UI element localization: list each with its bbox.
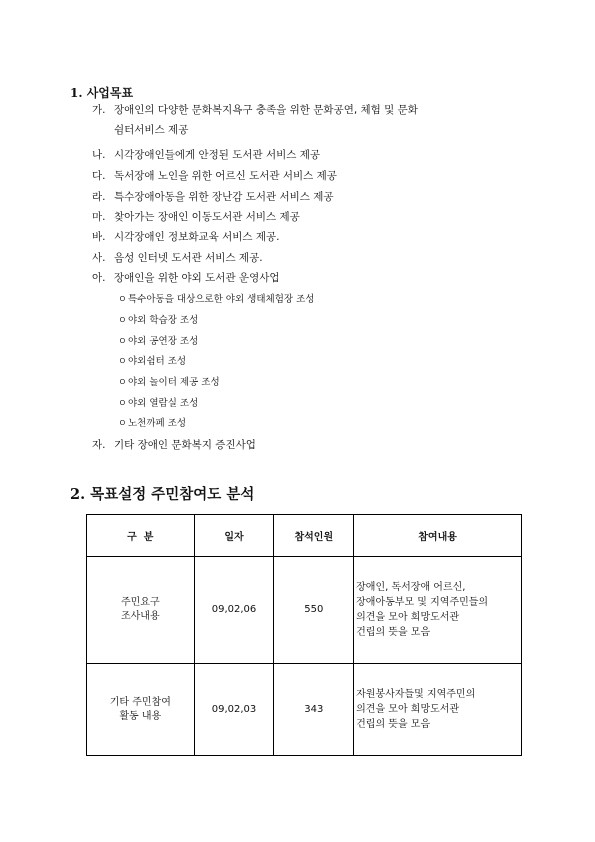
category-cell bbox=[87, 664, 195, 756]
table-header-row bbox=[87, 515, 522, 557]
date-cell: 09,02,06 bbox=[194, 557, 274, 664]
section-2-title: 2. 목표설정 주민참여도 분석 bbox=[70, 486, 255, 503]
goal-item bbox=[92, 227, 528, 247]
content-cell bbox=[354, 557, 522, 664]
content-cell bbox=[354, 664, 522, 756]
content-line: 의견을 모아 희망도서관 bbox=[356, 704, 460, 715]
table-row bbox=[87, 557, 522, 664]
goal-item bbox=[92, 207, 528, 227]
category-line: 조사내용 bbox=[120, 611, 160, 622]
participation-table bbox=[86, 514, 522, 756]
goal-marker: 자. bbox=[92, 439, 106, 451]
circle-bullet-icon: ㅇ bbox=[118, 316, 127, 326]
sub-item-text: 야외 학습장 조성 bbox=[128, 315, 199, 326]
column-header-date: 일자 bbox=[194, 515, 274, 557]
goal-marker: 사. bbox=[92, 252, 106, 264]
circle-bullet-icon: ㅇ bbox=[118, 357, 127, 367]
sub-item bbox=[118, 333, 198, 351]
goal-marker: 아. bbox=[92, 272, 106, 284]
date-cell: 09,02,03 bbox=[194, 664, 274, 756]
goal-item bbox=[92, 145, 528, 165]
attendees-cell: 343 bbox=[274, 664, 354, 756]
goal-text: 기타 장애인 문화복지 증진사업 bbox=[114, 439, 256, 451]
goal-marker: 나. bbox=[92, 149, 106, 161]
sub-item-text: 야외쉼터 조성 bbox=[128, 356, 187, 367]
sub-item bbox=[118, 291, 314, 309]
circle-bullet-icon: ㅇ bbox=[118, 295, 127, 305]
category-cell bbox=[87, 557, 195, 664]
goal-text: 음성 인터넷 도서관 서비스 제공. bbox=[114, 252, 263, 264]
sub-item-text: 특수아동을 대상으로한 야외 생태체험장 조성 bbox=[128, 294, 315, 305]
goal-item bbox=[92, 248, 528, 268]
category-line: 활동 내용 bbox=[119, 710, 162, 722]
attendees-cell: 550 bbox=[274, 557, 354, 664]
circle-bullet-icon: ㅇ bbox=[118, 337, 127, 347]
goal-item bbox=[92, 100, 528, 140]
table-row bbox=[87, 664, 522, 756]
sub-item-text: 야외 열람실 조성 bbox=[128, 398, 199, 409]
goal-text: 장애인의 다양한 문화복지욕구 충족을 위한 문화공연, 체험 및 문화 bbox=[114, 104, 418, 116]
goal-item bbox=[92, 435, 528, 455]
content-line: 의견을 모아 희망도서관 bbox=[356, 612, 460, 623]
sub-item bbox=[118, 415, 186, 433]
goal-item bbox=[92, 166, 528, 186]
category-line: 주민요구 bbox=[120, 597, 160, 608]
sub-item bbox=[118, 312, 198, 330]
goal-marker: 가. bbox=[92, 104, 106, 116]
column-header-category: 구 분 bbox=[87, 515, 195, 557]
goal-text-continuation: 쉼터서비스 제공 bbox=[114, 124, 189, 136]
goal-marker: 라. bbox=[92, 191, 106, 203]
goal-text: 찾아가는 장애인 이동도서관 서비스 제공 bbox=[114, 211, 300, 223]
goal-marker: 마. bbox=[92, 211, 106, 223]
sub-item bbox=[118, 353, 186, 371]
circle-bullet-icon: ㅇ bbox=[118, 378, 127, 388]
goal-item bbox=[92, 268, 528, 288]
column-header-content: 참여내용 bbox=[354, 515, 522, 557]
goal-marker: 바. bbox=[92, 231, 106, 243]
sub-item-text: 노천까페 조성 bbox=[128, 418, 187, 429]
sub-item bbox=[118, 374, 220, 392]
content-line: 건립의 뜻을 모음 bbox=[356, 627, 431, 638]
circle-bullet-icon: ㅇ bbox=[118, 399, 127, 409]
content-line: 건립의 뜻을 모음 bbox=[356, 719, 431, 730]
goal-text: 장애인을 위한 야외 도서관 운영사업 bbox=[114, 272, 280, 284]
goal-text: 시각장애인들에게 안정된 도서관 서비스 제공 bbox=[114, 149, 321, 161]
column-header-attendees: 참석인원 bbox=[274, 515, 354, 557]
sub-item bbox=[118, 395, 198, 413]
goal-text: 시각장애인 정보화교육 서비스 제공. bbox=[114, 231, 280, 243]
goal-text: 특수장애아동을 위한 장난감 도서관 서비스 제공 bbox=[114, 191, 334, 203]
goal-marker: 다. bbox=[92, 170, 106, 182]
goal-text: 독서장애 노인을 위한 어르신 도서관 서비스 제공 bbox=[114, 170, 337, 182]
goal-item bbox=[92, 187, 528, 207]
circle-bullet-icon: ㅇ bbox=[118, 419, 127, 429]
category-line: 기타 주민참여 bbox=[109, 696, 171, 708]
sub-item-text: 야외 공연장 조성 bbox=[128, 336, 199, 347]
content-line: 장애아동부모 및 지역주민들의 bbox=[356, 597, 489, 608]
sub-item-text: 야외 놀이터 제공 조성 bbox=[128, 377, 220, 388]
section-1-title: 1. 사업목표 bbox=[70, 86, 134, 100]
content-line: 자원봉사자들및 지역주민의 bbox=[356, 689, 476, 700]
content-line: 장애인, 독서장애 어르신, bbox=[356, 582, 466, 593]
